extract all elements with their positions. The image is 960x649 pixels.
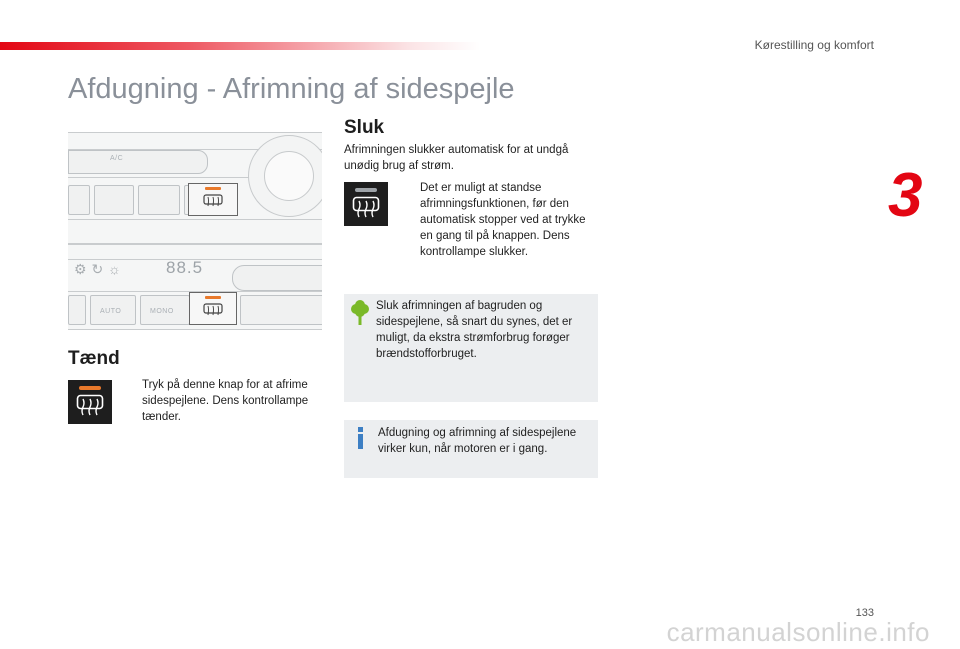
info-icon (354, 427, 368, 449)
control-panel-top-illustration (68, 132, 322, 244)
header-accent-bar (0, 42, 480, 50)
seat-heat-button (94, 185, 134, 215)
panel-button (68, 185, 90, 215)
panel-button (68, 295, 86, 325)
taend-text: Tryk på denne knap for at afrime sidespejlene. Dens kontrollampe tænder. (142, 379, 309, 423)
watermark: carmanualsonline.info (666, 617, 930, 647)
sluk-heading: Sluk (344, 117, 385, 138)
temperature-display: 88.5 (166, 258, 204, 277)
panel-divider (68, 219, 322, 220)
taend-instruction (142, 377, 322, 425)
mirror-defrost-button-highlight (189, 292, 237, 325)
panel-button (232, 265, 322, 291)
info-note-text: Afdugning og afrimning af sidespejlene virker kun, når motoren er i gang. (378, 427, 577, 455)
indicator-lamp-off (355, 188, 377, 192)
sluk-intro: Afrimningen slukker automatisk for at undgå unødig brug af strøm. (344, 144, 569, 172)
defrost-button-off-icon (344, 182, 388, 226)
tree-icon (350, 300, 370, 326)
section-title: Kørestilling og komfort (754, 38, 874, 52)
auto-label: AUTO (100, 308, 122, 315)
indicator-lamp-on (79, 386, 101, 390)
chapter-number: 3 (888, 161, 923, 230)
panel-button (240, 295, 322, 325)
ac-button (68, 150, 208, 174)
control-panel-bottom-illustration (68, 244, 322, 330)
info-note-box (344, 420, 598, 478)
mirror-defrost-button-highlight (188, 183, 238, 216)
defrost-button-on-icon (68, 380, 112, 424)
eco-note-box (344, 294, 598, 402)
mirror-defrost-icon (76, 394, 104, 416)
seat-heat-button (138, 185, 180, 215)
sluk-text: Det er muligt at standse afrimningsfunktionen, før den automatisk stopper ved at trykke en gang til på knappen. Dens kontrollampe slukker. (420, 182, 586, 258)
mono-label: MONO (150, 308, 174, 315)
ac-label: A/C (110, 155, 124, 162)
page-title: Afdugning - Afrimning af sidespejle (68, 73, 515, 105)
mirror-defrost-icon (352, 196, 380, 218)
fan-icons: ⚙ ↻ ☼ (74, 261, 122, 277)
sluk-instruction (420, 180, 596, 260)
taend-heading: Tænd (68, 348, 120, 369)
control-dial-inner (264, 151, 314, 201)
eco-note-text: Sluk afrimningen af bagruden og sidespejlene, så snart du synes, det er muligt, da ekstra strømforbrug forøger brændstofforbruget. (376, 300, 573, 360)
page-number: 133 (855, 607, 874, 619)
